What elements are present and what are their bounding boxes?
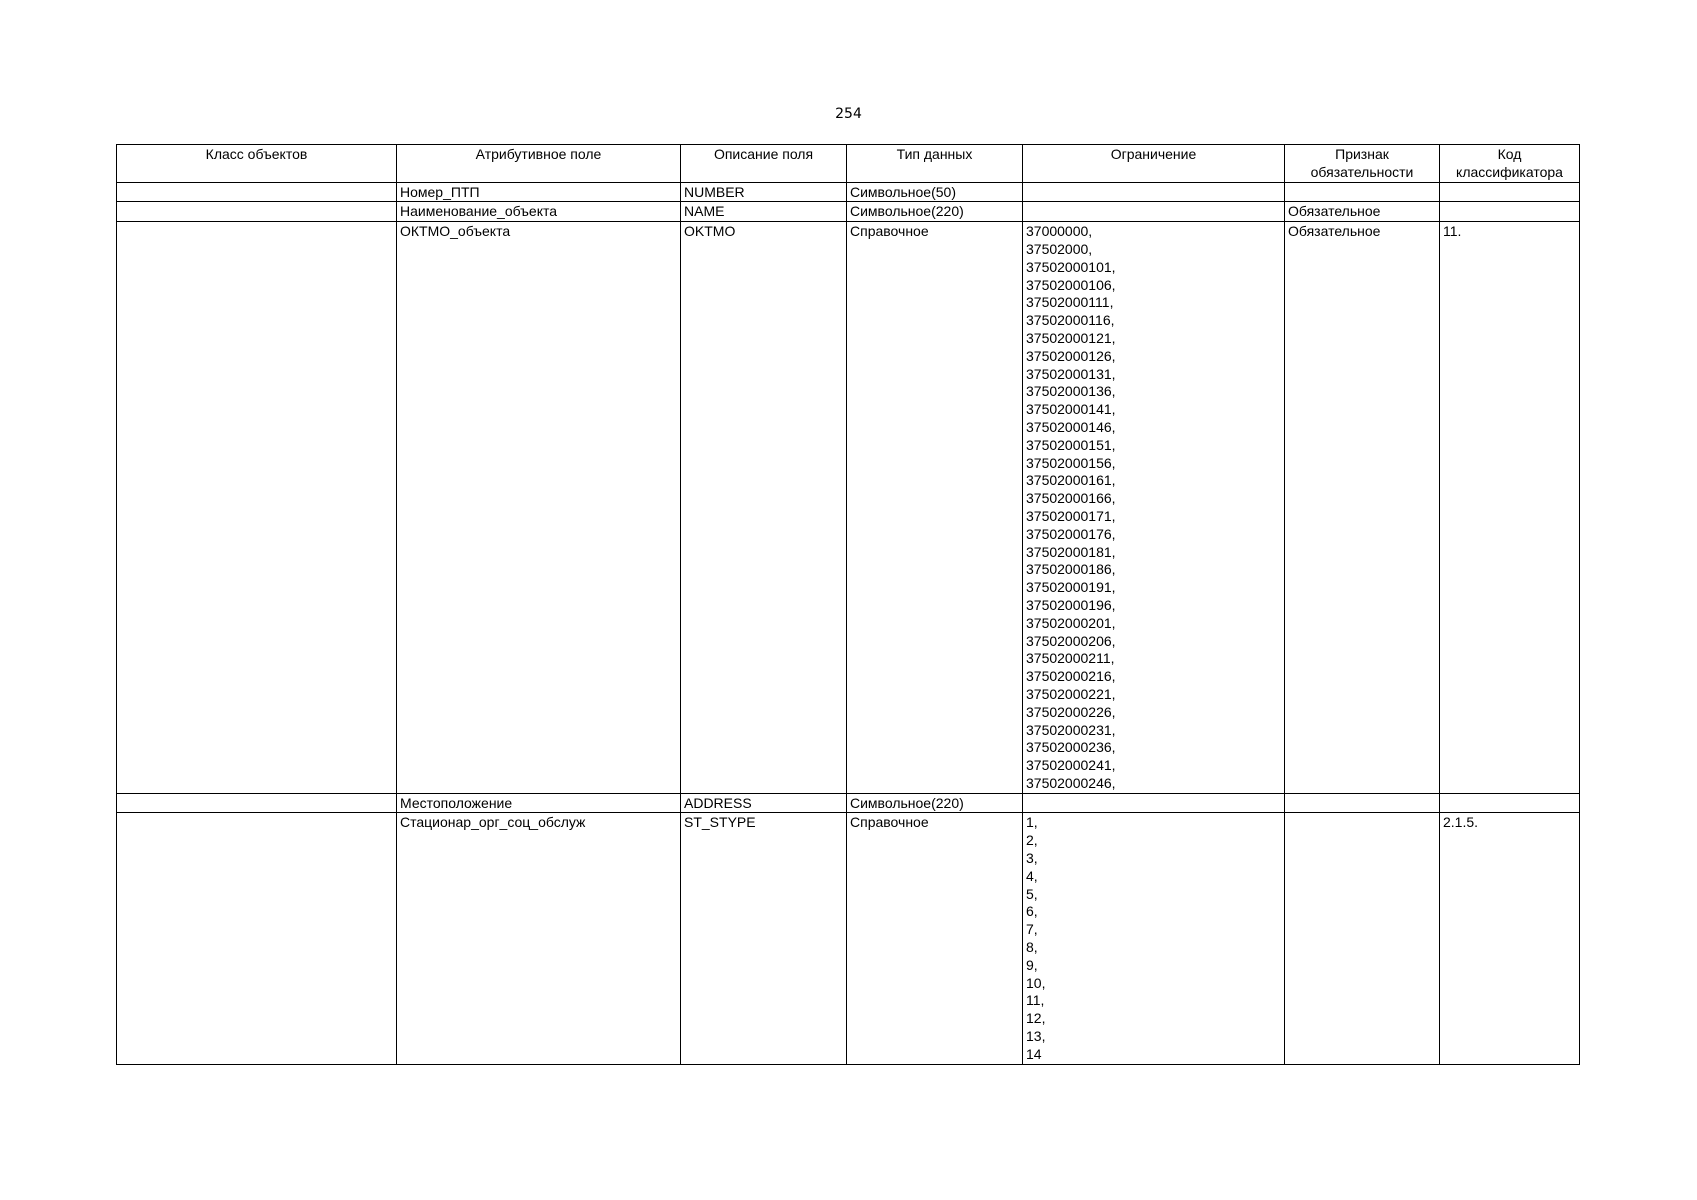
restriction-value: 6, bbox=[1026, 903, 1038, 920]
table-body bbox=[117, 182, 1580, 1064]
restriction-value: 37502000176, bbox=[1026, 525, 1116, 542]
restriction-value: 37502000196, bbox=[1026, 596, 1116, 613]
header-attribute-field: Атрибутивное поле bbox=[397, 145, 681, 183]
restriction-value: 37502000216, bbox=[1026, 668, 1116, 685]
restriction-value: 37502000201, bbox=[1026, 614, 1116, 631]
cell-data-type: Справочное bbox=[847, 813, 1023, 1064]
restriction-value: 4, bbox=[1026, 867, 1038, 884]
page-number: 254 bbox=[835, 106, 862, 122]
table-row bbox=[117, 182, 1580, 202]
cell-required-flag bbox=[1285, 793, 1440, 813]
restriction-value: 37502000241, bbox=[1026, 757, 1116, 774]
cell-classifier-code: 11. bbox=[1440, 222, 1580, 794]
header-data-type: Тип данных bbox=[847, 145, 1023, 183]
cell-field-description: ADDRESS bbox=[681, 793, 847, 813]
cell-classifier-code bbox=[1440, 202, 1580, 222]
cell-data-type: Символьное(50) bbox=[847, 182, 1023, 202]
header-row bbox=[117, 145, 1580, 183]
restriction-value: 37502000101, bbox=[1026, 258, 1116, 275]
cell-field-description: ST_STYPE bbox=[681, 813, 847, 1064]
cell-object-class bbox=[117, 813, 397, 1064]
cell-field-description: NAME bbox=[681, 202, 847, 222]
cell-data-type: Справочное bbox=[847, 222, 1023, 794]
cell-attribute-field: Стационар_орг_соц_обслуж bbox=[397, 813, 681, 1064]
restriction-value: 7, bbox=[1026, 921, 1038, 938]
restriction-value: 8, bbox=[1026, 939, 1038, 956]
attribute-table bbox=[116, 144, 1580, 1065]
cell-attribute-field: Номер_ПТП bbox=[397, 182, 681, 202]
cell-restriction bbox=[1023, 222, 1285, 794]
restriction-value: 37502000246, bbox=[1026, 774, 1116, 791]
restriction-value: 1, bbox=[1026, 814, 1038, 831]
restriction-value: 37502000231, bbox=[1026, 721, 1116, 738]
table-row bbox=[117, 813, 1580, 1064]
restriction-value: 10, bbox=[1026, 974, 1046, 991]
restriction-value: 37502000, bbox=[1026, 240, 1093, 257]
restriction-value: 37502000156, bbox=[1026, 454, 1116, 471]
restriction-value: 37502000131, bbox=[1026, 365, 1116, 382]
restriction-value: 9, bbox=[1026, 956, 1038, 973]
header-object-class: Класс объектов bbox=[117, 145, 397, 183]
restriction-value: 37502000146, bbox=[1026, 418, 1116, 435]
restriction-value: 5, bbox=[1026, 885, 1038, 902]
restriction-value: 37502000181, bbox=[1026, 543, 1116, 560]
cell-data-type: Символьное(220) bbox=[847, 202, 1023, 222]
restriction-value: 37502000171, bbox=[1026, 507, 1116, 524]
cell-classifier-code bbox=[1440, 182, 1580, 202]
cell-object-class bbox=[117, 222, 397, 794]
cell-attribute-field: ОКТМО_объекта bbox=[397, 222, 681, 794]
restriction-value: 2, bbox=[1026, 832, 1038, 849]
header-required-flag: Признак обязательности bbox=[1285, 145, 1440, 183]
restriction-value: 37502000136, bbox=[1026, 383, 1116, 400]
restriction-value: 3, bbox=[1026, 850, 1038, 867]
cell-restriction bbox=[1023, 793, 1285, 813]
restriction-value: 37502000116, bbox=[1026, 312, 1115, 329]
restriction-value: 37502000141, bbox=[1026, 401, 1116, 418]
cell-classifier-code bbox=[1440, 793, 1580, 813]
restriction-value: 37502000126, bbox=[1026, 347, 1116, 364]
restriction-value: 37502000161, bbox=[1026, 472, 1116, 489]
restriction-value: 37502000211, bbox=[1026, 650, 1115, 667]
cell-required-flag bbox=[1285, 182, 1440, 202]
cell-restriction bbox=[1023, 182, 1285, 202]
restriction-value: 37502000106, bbox=[1026, 276, 1116, 293]
restriction-value: 11, bbox=[1026, 992, 1045, 1009]
table-row bbox=[117, 202, 1580, 222]
cell-classifier-code: 2.1.5. bbox=[1440, 813, 1580, 1064]
cell-object-class bbox=[117, 202, 397, 222]
cell-required-flag: Обязательное bbox=[1285, 202, 1440, 222]
cell-field-description: OKTMO bbox=[681, 222, 847, 794]
restriction-value: 37502000186, bbox=[1026, 561, 1116, 578]
table-row bbox=[117, 222, 1580, 794]
restriction-value: 37000000, bbox=[1026, 223, 1093, 240]
restriction-value: 14 bbox=[1026, 1045, 1042, 1062]
restriction-value: 13, bbox=[1026, 1028, 1046, 1045]
cell-object-class bbox=[117, 182, 397, 202]
header-classifier-code: Код классификатора bbox=[1440, 145, 1580, 183]
restriction-value: 37502000166, bbox=[1026, 490, 1116, 507]
cell-restriction bbox=[1023, 813, 1285, 1064]
cell-attribute-field: Местоположение bbox=[397, 793, 681, 813]
cell-field-description: NUMBER bbox=[681, 182, 847, 202]
restriction-value: 37502000206, bbox=[1026, 632, 1116, 649]
cell-attribute-field: Наименование_объекта bbox=[397, 202, 681, 222]
restriction-value: 37502000121, bbox=[1026, 329, 1116, 346]
cell-object-class bbox=[117, 793, 397, 813]
table-header bbox=[117, 145, 1580, 183]
restriction-value: 37502000191, bbox=[1026, 579, 1116, 596]
cell-data-type: Символьное(220) bbox=[847, 793, 1023, 813]
cell-required-flag: Обязательное bbox=[1285, 222, 1440, 794]
restriction-value: 37502000226, bbox=[1026, 703, 1116, 720]
header-restriction: Ограничение bbox=[1023, 145, 1285, 183]
restriction-value: 37502000111, bbox=[1026, 294, 1114, 311]
restriction-value: 37502000221, bbox=[1026, 685, 1116, 702]
header-field-description: Описание поля bbox=[681, 145, 847, 183]
restriction-value: 12, bbox=[1026, 1010, 1046, 1027]
restriction-value: 37502000236, bbox=[1026, 739, 1116, 756]
restriction-value: 37502000151, bbox=[1026, 436, 1116, 453]
cell-required-flag bbox=[1285, 813, 1440, 1064]
table-row bbox=[117, 793, 1580, 813]
cell-restriction bbox=[1023, 202, 1285, 222]
